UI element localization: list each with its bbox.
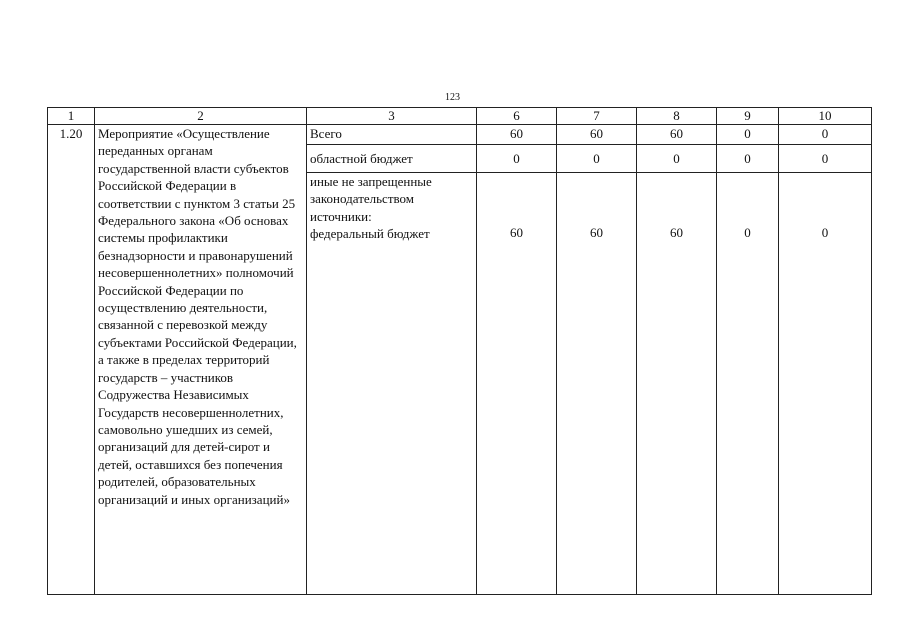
value-cell: 0 <box>779 125 872 145</box>
value-cell: 0 <box>557 145 637 173</box>
column-header: 2 <box>95 108 307 125</box>
column-header: 3 <box>307 108 477 125</box>
source-label-line: законодательством <box>310 191 415 207</box>
column-header: 1 <box>48 108 95 125</box>
value-cell: 60 <box>637 125 717 145</box>
item-number: 1.20 <box>48 125 95 595</box>
value-cell: 60 <box>477 173 557 595</box>
header-row <box>48 108 872 125</box>
source-label: областной бюджет <box>307 145 477 173</box>
source-label-line: иные не запрещенные <box>310 174 432 189</box>
value-cell: 0 <box>717 145 779 173</box>
table-row <box>48 125 872 145</box>
source-label-line: источники: <box>310 208 372 224</box>
budget-table <box>47 107 872 595</box>
column-header: 9 <box>717 108 779 125</box>
event-description: Мероприятие «Осуществление переданных органам государственной власти субъектов Российской Федерации в соответствии с пунктом 3 статьи 25 Федерального закона «Об основах системы профилактики безнадзорности и правонарушений несовершеннолетних» полномочий Российской Федерации по осуществлению деятельности, связанной с перевозкой между субъектами Российской Федерации, а также в пределах территорий государств – участников Содружества Независимых Государств несовершеннолетних, самовольно ушедших из семей, организаций для детей-сирот и детей, оставшихся без попечения родителей, образовательных организаций и иных организаций» <box>95 125 307 595</box>
value-cell: 60 <box>557 125 637 145</box>
source-label: Всего <box>307 125 477 145</box>
value-cell: 0 <box>637 145 717 173</box>
value-cell: 0 <box>477 145 557 173</box>
value-cell: 0 <box>779 145 872 173</box>
value-cell: 0 <box>717 173 779 595</box>
source-label-line: федеральный бюджет <box>310 226 430 242</box>
value-cell: 60 <box>557 173 637 595</box>
column-header: 8 <box>637 108 717 125</box>
value-cell: 60 <box>637 173 717 595</box>
source-label <box>307 173 477 595</box>
value-cell: 60 <box>477 125 557 145</box>
column-header: 10 <box>779 108 872 125</box>
value-cell: 0 <box>779 173 872 595</box>
value-cell: 0 <box>717 125 779 145</box>
column-header: 6 <box>477 108 557 125</box>
page-number: 123 <box>445 92 460 103</box>
column-header: 7 <box>557 108 637 125</box>
